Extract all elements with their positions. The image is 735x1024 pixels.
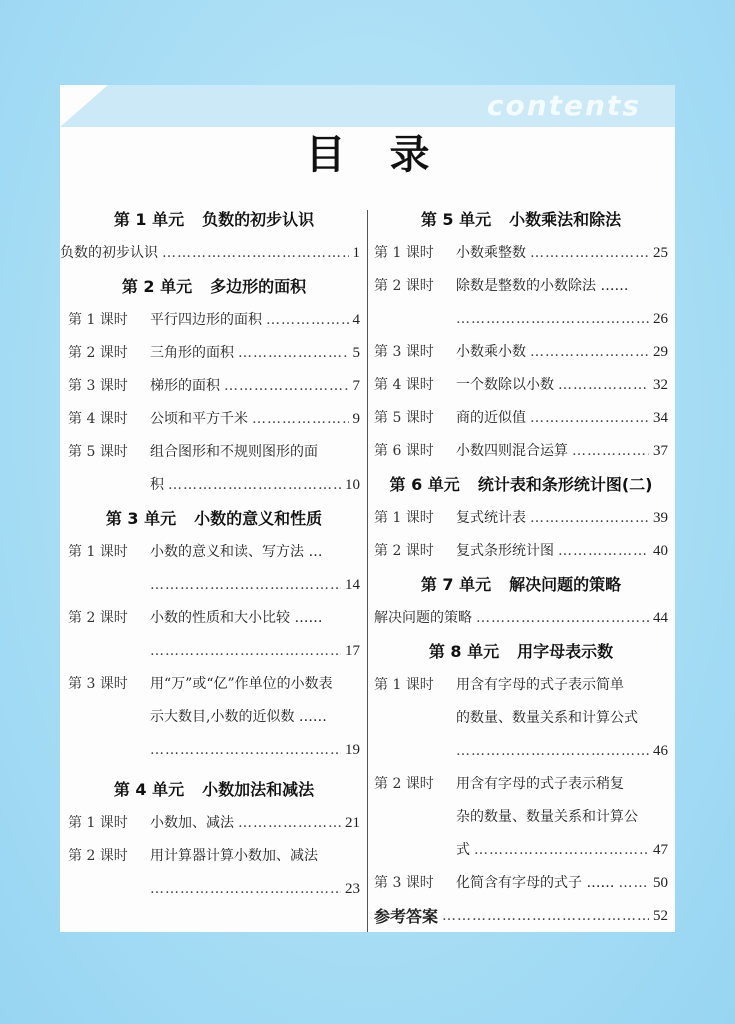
toc-entry[interactable]: 解决问题的策略 …………………………………………………………………………………… 44 <box>374 602 668 635</box>
toc-entry[interactable]: 第 5 课时 组合图形和不规则图形的面 <box>68 444 318 460</box>
toc-entry[interactable]: 第 2 课时 复式条形统计图 …………………………………………………………………………………… 40 <box>374 535 668 568</box>
page-title: 目录 <box>305 132 474 178</box>
toc-entry-continued[interactable]: …………………………………………………………………………………… 26 <box>374 303 668 336</box>
toc-entry[interactable]: 第 1 课时 用含有字母的式子表示简单 <box>374 677 624 693</box>
toc-entry-continued[interactable]: …………………………………………………………………………………… 14 <box>68 569 360 602</box>
toc-entry[interactable]: 第 2 课时 三角形的面积 …………………………………………………………………………………… 5 <box>68 337 360 370</box>
unit-heading: 第 2 单元 多边形的面积 <box>121 277 307 296</box>
right-column <box>374 203 668 933</box>
toc-entry[interactable]: 第 1 课时 小数加、减法 …………………………………………………………………………………… 21 <box>68 807 360 840</box>
toc-entry-continued[interactable]: …………………………………………………………………………………… 19 <box>68 734 360 767</box>
unit-heading: 第 5 单元 小数乘法和除法 <box>420 210 622 229</box>
toc-page <box>60 85 675 932</box>
toc-entry[interactable]: 第 2 课时 用计算器计算小数加、减法 <box>68 848 318 864</box>
toc-entry[interactable]: 第 3 课时 用“万”或“亿”作单位的小数表 <box>68 676 333 692</box>
toc-entry-continued[interactable]: …………………………………………………………………………………… 46 <box>374 735 668 768</box>
toc-entry[interactable]: 第 3 课时 化简含有字母的式子 …… …………………………………………………………………………………… 50 <box>374 867 668 900</box>
unit-heading: 第 4 单元 小数加法和减法 <box>113 780 315 799</box>
header-corner <box>60 85 108 127</box>
toc-entry-answers[interactable]: 参考答案 …………………………………………………………………………………… 52 <box>374 900 668 933</box>
toc-entry[interactable]: 第 2 课时 用含有字母的式子表示稍复 <box>374 776 624 792</box>
toc-entry-continued[interactable]: 杂的数量、数量关系和计算公 <box>456 809 638 825</box>
contents-banner: contents <box>486 89 641 122</box>
toc-entry-continued[interactable]: 的数量、数量关系和计算公式 <box>456 710 638 726</box>
toc-entry[interactable]: 第 1 课时 平行四边形的面积 …………………………………………………………………………………… 4 <box>68 304 360 337</box>
column-divider <box>367 210 368 932</box>
toc-entry[interactable]: 第 1 课时 小数的意义和读、写方法 … <box>68 544 323 560</box>
toc-entry[interactable]: 第 3 课时 小数乘小数 …………………………………………………………………………………… 29 <box>374 336 668 369</box>
toc-entry-continued[interactable]: 积 …………………………………………………………………………………… 10 <box>68 469 360 502</box>
toc-entry[interactable]: 第 4 课时 一个数除以小数 …………………………………………………………………………………… 32 <box>374 369 668 402</box>
unit-heading: 第 3 单元 小数的意义和性质 <box>105 509 323 528</box>
toc-entry[interactable]: 第 2 课时 小数的性质和大小比较 …… <box>68 610 323 626</box>
toc-entry-continued[interactable]: 示大数目,小数的近似数 …… <box>150 709 327 725</box>
unit-heading: 第 6 单元 统计表和条形统计图(二) <box>389 475 653 494</box>
toc-entry-continued[interactable]: …………………………………………………………………………………… 17 <box>68 635 360 668</box>
unit-heading: 第 7 单元 解决问题的策略 <box>420 575 622 594</box>
toc-entry[interactable]: 第 1 课时 小数乘整数 …………………………………………………………………………………… 25 <box>374 237 668 270</box>
left-column <box>60 203 360 906</box>
unit-heading: 第 1 单元 负数的初步认识 <box>113 210 315 229</box>
toc-entry[interactable]: 第 6 课时 小数四则混合运算 …………………………………………………………………………………… 37 <box>374 435 668 468</box>
toc-entry[interactable]: 第 2 课时 除数是整数的小数除法 …… <box>374 278 629 294</box>
toc-entry-continued[interactable]: …………………………………………………………………………………… 23 <box>68 873 360 906</box>
toc-entry-continued[interactable]: 式 …………………………………………………………………………………… 47 <box>374 834 668 867</box>
unit-heading: 第 8 单元 用字母表示数 <box>428 642 614 661</box>
toc-entry[interactable]: 第 3 课时 梯形的面积 …………………………………………………………………………………… 7 <box>68 370 360 403</box>
toc-entry[interactable]: 负数的初步认识 …………………………………………………………………………………… 1 <box>60 237 360 270</box>
toc-entry[interactable]: 第 4 课时 公顷和平方千米 …………………………………………………………………………………… 9 <box>68 403 360 436</box>
toc-entry[interactable]: 第 1 课时 复式统计表 …………………………………………………………………………………… 39 <box>374 502 668 535</box>
toc-entry[interactable]: 第 5 课时 商的近似值 …………………………………………………………………………………… 34 <box>374 402 668 435</box>
